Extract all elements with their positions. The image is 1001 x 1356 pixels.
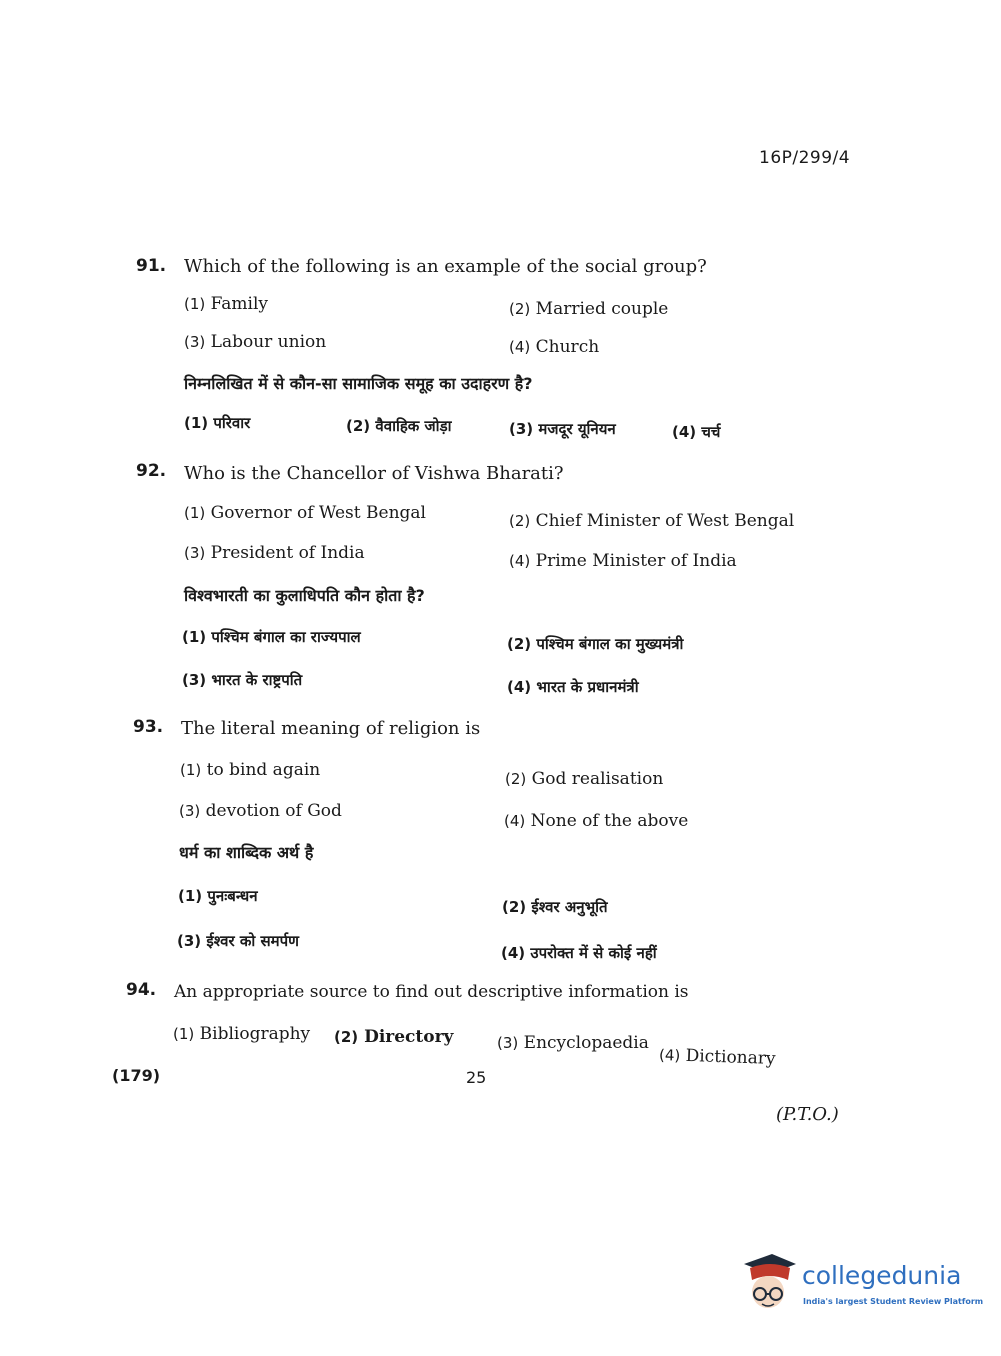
brand-name: collegedunia [802,1261,962,1290]
option-1: (1) Bibliography [173,1024,311,1044]
hindi-option-1: (1) पश्चिम बंगाल का राज्यपाल [182,628,361,646]
hindi-option-3: (3) भारत के राष्ट्रपति [182,671,303,689]
option-3: (3) Labour union [184,332,327,352]
option-1: (1) to bind again [180,760,321,780]
hindi-option-2: (2) वैवाहिक जोड़ा [346,417,452,435]
hindi-option-1: (1) पुनःबन्धन [178,887,258,905]
option-4: (4) Prime Minister of India [509,551,737,571]
option-3: (3) devotion of God [179,801,342,821]
option-2: (2) Married couple [509,299,669,319]
question-text: Who is the Chancellor of Vishwa Bharati? [184,463,564,484]
hindi-option-4: (4) भारत के प्रधानमंत्री [507,678,639,696]
hindi-option-2: (2) ईश्वर अनुभूति [502,898,608,916]
option-2: (2) Directory [334,1027,454,1047]
brand-tagline: India's largest Student Review Platform [803,1297,984,1306]
option-2: (2) God realisation [505,769,664,789]
option-2: (2) Chief Minister of West Bengal [509,511,795,531]
option-3: (3) Encyclopaedia [497,1033,649,1053]
question-number: 93. [133,717,164,737]
option-1: (1) Family [184,294,269,314]
question-number: 91. [136,256,167,276]
paper-code: 16P/299/4 [759,148,851,168]
option-1: (1) Governor of West Bengal [184,503,426,523]
hindi-option-2: (2) पश्चिम बंगाल का मुख्यमंत्री [507,635,684,653]
question-text: Which of the following is an example of the social group? [184,256,707,277]
question-text: An appropriate source to find out descriptive information is [174,982,689,1002]
hindi-option-1: (1) परिवार [184,414,251,432]
hindi-option-3: (3) मजदूर यूनियन [509,420,616,438]
question-number: 92. [136,461,167,481]
mascot-icon [740,1250,798,1312]
option-3: (3) President of India [184,543,365,563]
page-number: 25 [466,1068,487,1087]
hindi-question-text: विश्वभारती का कुलाधिपति कौन होता है? [184,586,425,605]
option-4: (4) None of the above [504,811,689,831]
option-4: (4) Dictionary [658,1045,776,1070]
hindi-option-3: (3) ईश्वर को समर्पण [177,932,299,950]
pto-label: (P.T.O.) [776,1104,839,1125]
question-text: The literal meaning of religion is [181,718,481,739]
question-number: 94. [126,980,157,1000]
hindi-option-4: (4) उपरोक्त में से कोई नहीं [501,944,657,962]
hindi-question-text: धर्म का शाब्दिक अर्थ है [179,843,314,862]
hindi-option-4: (4) चर्च [672,423,721,441]
set-code: (179) [112,1066,161,1085]
option-4: (4) Church [509,337,600,357]
hindi-question-text: निम्नलिखित में से कौन-सा सामाजिक समूह का उदाहरण है? [184,374,533,393]
